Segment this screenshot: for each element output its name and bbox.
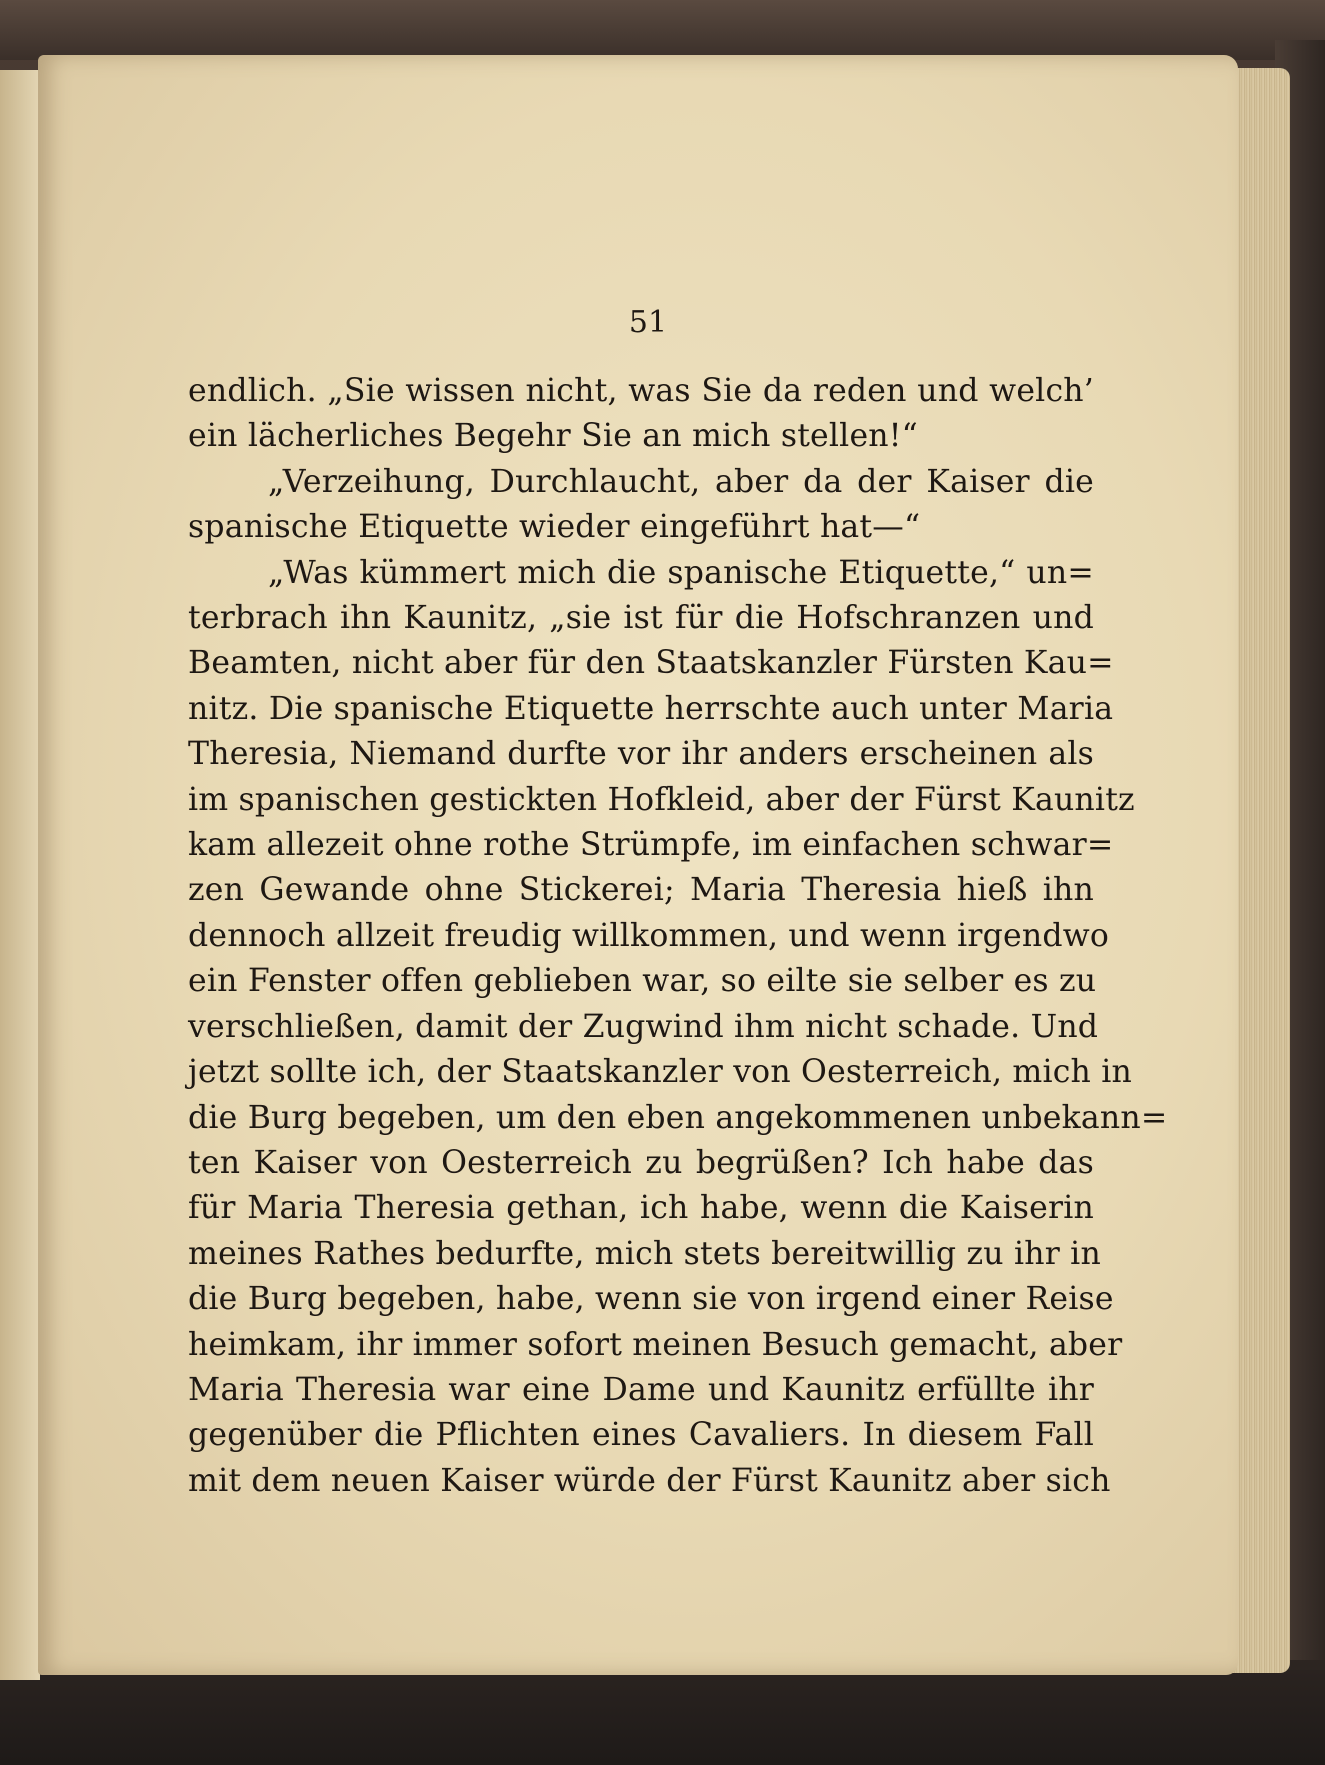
text-line: Theresia, Niemand durfte vor ihr anders erscheinen als [188,736,1094,773]
text-line: terbrach ihn Kaunitz, „sie ist für die Hofschranzen und [188,600,1094,637]
text-line: verschließen, damit der Zugwind ihm nicht schade. Und [188,1008,1099,1045]
text-line: „Was kümmert mich die spanische Etiquette,“ un= [268,554,1094,591]
text-line: nitz. Die spanische Etiquette herrschte auch unter Maria [188,690,1114,727]
text-line: mit dem neuen Kaiser würde der Fürst Kaunitz aber sich [188,1462,1111,1499]
body-text [188,369,1168,1504]
text-line: zen Gewande ohne Stickerei; Maria Theresia hieß ihn [188,872,1094,909]
text-line: Maria Theresia war eine Dame und Kaunitz erfüllte ihr [188,1371,1094,1408]
text-line: spanische Etiquette wieder eingeführt hat—“ [188,509,921,546]
text-line: ein Fenster offen geblieben war, so eilte sie selber es zu [188,963,1097,1000]
text-line: ein lächerliches Begehr Sie an mich stellen!“ [188,418,918,455]
book-cover-bottom [0,1670,1325,1765]
book-page [38,55,1238,1675]
text-line: gegenüber die Pflichten eines Cavaliers. In diesem Fall [188,1417,1094,1454]
text-line: die Burg begeben, um den eben angekommenen unbekann= [188,1099,1168,1136]
text-line: im spanischen gestickten Hofkleid, aber der Fürst Kaunitz [188,781,1135,818]
page-number: 51 [628,305,668,340]
text-line: dennoch allzeit freudig willkommen, und wenn irgendwo [188,917,1110,954]
text-line: Beamten, nicht aber für den Staatskanzler Fürsten Kau= [188,645,1114,682]
text-line: kam allezeit ohne rothe Strümpfe, im einfachen schwar= [188,827,1114,864]
text-line: jetzt sollte ich, der Staatskanzler von Oesterreich, mich in [188,1054,1133,1091]
text-line: „Verzeihung, Durchlaucht, aber da der Kaiser die [268,463,1094,500]
left-page-edge [0,70,40,1680]
text-line: heimkam, ihr immer sofort meinen Besuch gemacht, aber [188,1326,1123,1363]
text-line: die Burg begeben, habe, wenn sie von irgend einer Reise [188,1281,1114,1318]
text-line: meines Rathes bedurfte, mich stets bereitwillig zu ihr in [188,1235,1101,1272]
text-line: ten Kaiser von Oesterreich zu begrüßen? Ich habe das [188,1144,1094,1181]
text-line: endlich. „Sie wissen nicht, was Sie da reden und welch’ [188,373,1094,409]
text-line: für Maria Theresia gethan, ich habe, wenn die Kaiserin [188,1190,1094,1227]
book-cover-top [0,0,1325,60]
